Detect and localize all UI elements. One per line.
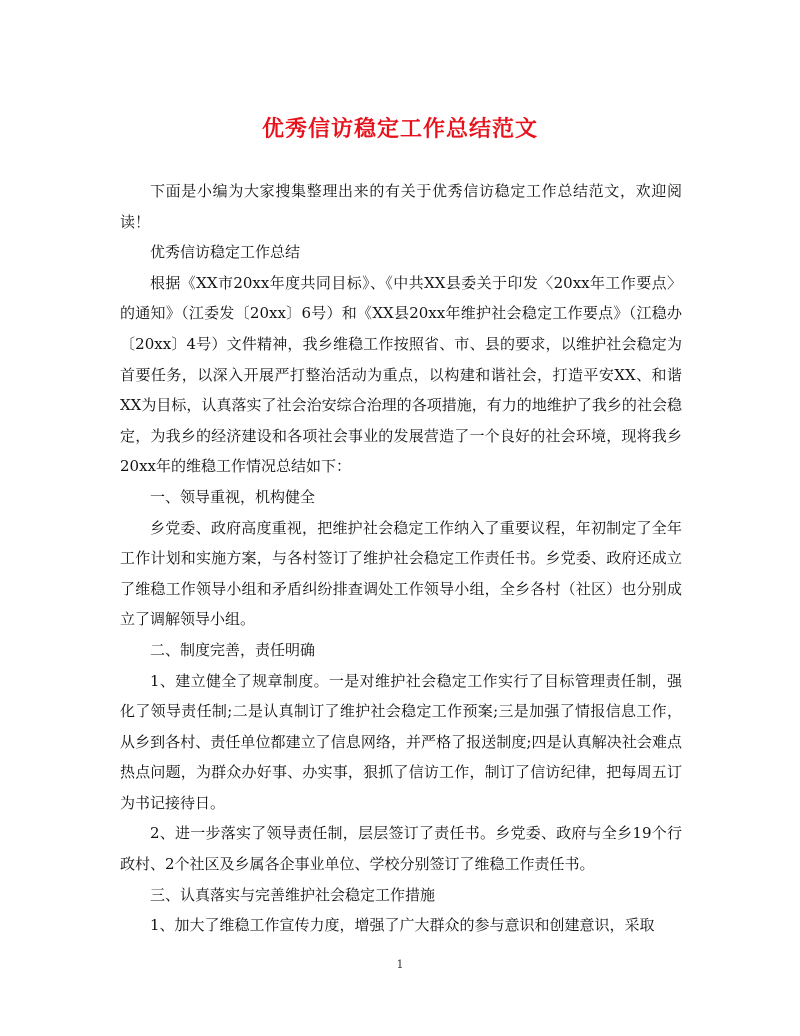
summary-heading: 优秀信访稳定工作总结 [150, 243, 301, 262]
intro-paragraph: 下面是小编为大家搜集整理出来的有关于优秀信访稳定工作总结范文，欢迎阅读！ [120, 182, 682, 231]
section-2-item-1: 1、建立健全了规章制度。一是对维护社会稳定工作实行了目标管理责任制，强化了领导责任制;二是认真制订了维护社会稳定工作预案;三是加强了情报信息工作，从乡到各村、责任单位都建立了信息网络，并严格了报送制度;四是认真解决社会难点热点问题，为群众办好事、办实事，狠抓了信访工作，制订了信访纪律，把每周五订为书记接待日。 [120, 671, 682, 812]
document-body [120, 176, 682, 941]
page-number: 1 [396, 958, 404, 971]
section-2-item-2: 2、进一步落实了领导责任制，层层签订了责任书。乡党委、政府与全乡19个行政村、2个社区及乡属各企事业单位、学校分别签订了维稳工作责任书。 [120, 824, 682, 874]
document-title: 优秀信访稳定工作总结范文 [261, 116, 538, 142]
section-heading-2: 二、制度完善，责任明确 [150, 640, 316, 659]
section-1-paragraph: 乡党委、政府高度重视，把维护社会稳定工作纳入了重要议程，年初制定了全年工作计划和实施方案，与各村签订了维护社会稳定工作责任书。乡党委、政府还成立了维稳工作领导小组和矛盾纠纷排查调处工作领导小组，全乡各村（社区）也分别成立了调解领导小组。 [120, 518, 682, 629]
section-3-item-1: 1、加大了维稳工作宣传力度，增强了广大群众的参与意识和创建意识，采取 [150, 916, 655, 935]
section-heading-1: 一、领导重视，机构健全 [150, 487, 316, 506]
basis-paragraph: 根据《XX市20xx年度共同目标》、《中共XX县委关于印发〈20xx年工作要点〉的通知》（江委发〔20xx〕6号）和《XX县20xx年维护社会稳定工作要点》（江稳办〔20xx〕4号）文件精神，我乡维稳工作按照省、市、县的要求，以维护社会稳定为首要任务，以深入开展严打整治活动为重点，以构建和谐社会，打造平安XX、和谐XX为目标，认真落实了社会治安综合治理的各项措施，有力的地维护了我乡的社会稳定，为我乡的经济建设和各项社会事业的发展营造了一个良好的社会环境，现将我乡20xx年的维稳工作情况总结如下： [120, 273, 682, 476]
section-heading-3: 三、认真落实与完善维护社会稳定工作措施 [150, 885, 436, 904]
